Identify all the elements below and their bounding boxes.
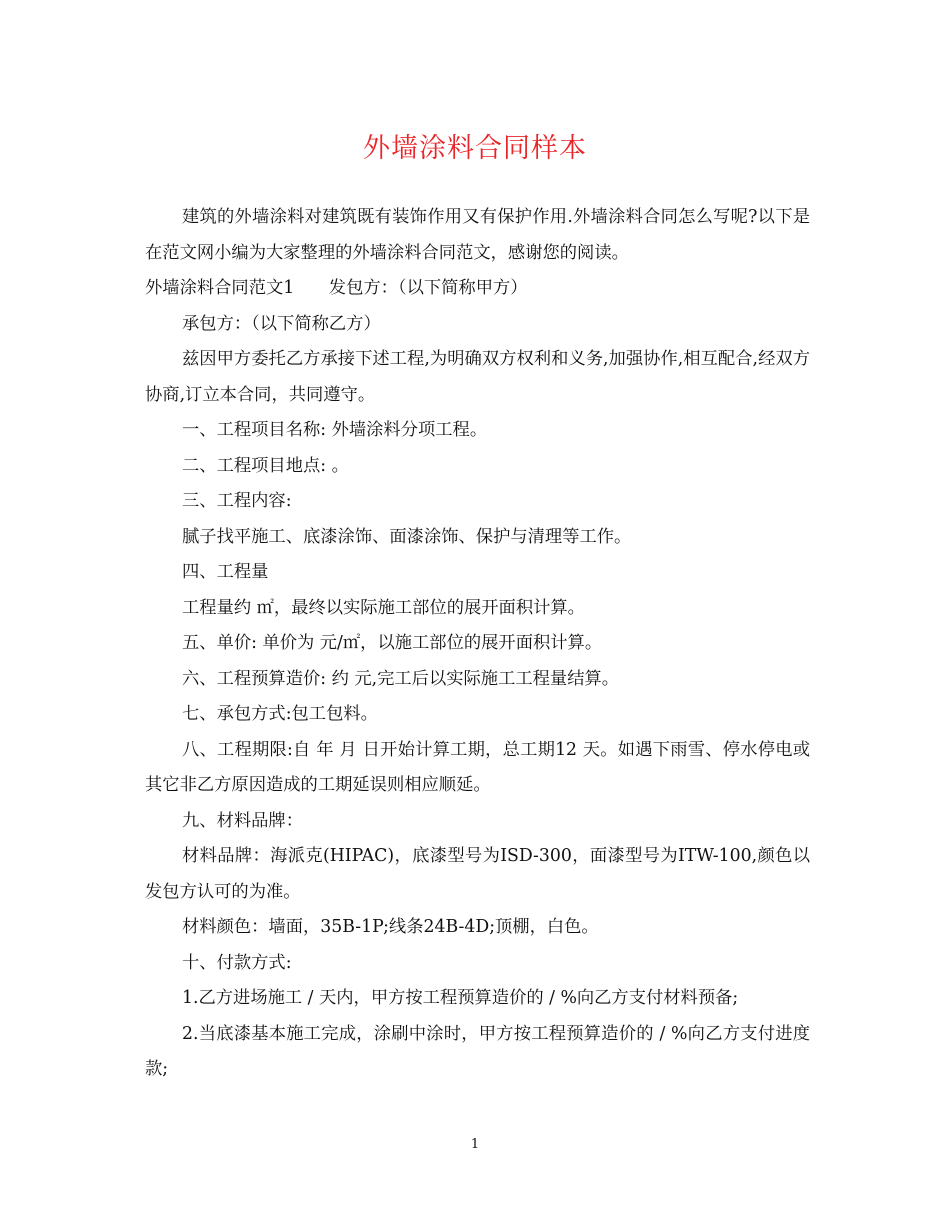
page-title: 外墙涂料合同样本 xyxy=(363,133,587,164)
paragraph-contract-method: 七、承包方式:包工包料。 xyxy=(182,704,378,724)
paragraph-project-content: 腻子找平施工、底漆涂饰、面漆涂饰、保护与清理等工作。 xyxy=(182,526,632,547)
paragraph-payment-2: 2.当底漆基本施工完成，涂刷中涂时，甲方按工程预算造价的 / %向乙方支付进度款; xyxy=(145,1023,810,1079)
paragraph-budget: 六、工程预算造价: 约 元,完工后以实际施工工程量结算。 xyxy=(182,668,620,689)
paragraph-material-brand: 材料品牌：海派克(HIPAC)，底漆型号为ISD-300，面漆型号为ITW-100,颜色以发包方认可的为准。 xyxy=(145,846,810,902)
paragraph-project-content-heading: 三、工程内容: xyxy=(182,491,292,511)
paragraph-material-brand-heading: 九、材料品牌： xyxy=(182,810,303,831)
paragraph-contractor: 承包方：（以下简称乙方） xyxy=(182,313,381,334)
paragraph-material-color: 材料颜色：墙面，35B-1P;线条24B-4D;顶棚，白色。 xyxy=(182,917,599,937)
paragraph-contract-heading: 外墙涂料合同范文1 发包方：（以下简称甲方） xyxy=(145,278,528,298)
paragraph-project-name: 一、工程项目名称: 外墙涂料分项工程。 xyxy=(182,420,488,440)
paragraph-payment-heading: 十、付款方式: xyxy=(182,952,292,973)
paragraph-quantity: 工程量约 ㎡，最终以实际施工部位的展开面积计算。 xyxy=(182,597,585,618)
paragraph-unit-price: 五、单价: 单价为 元/㎡，以施工部位的展开面积计算。 xyxy=(182,633,603,653)
paragraph-preamble: 兹因甲方委托乙方承接下述工程,为明确双方权利和义务,加强协作,相互配合,经双方协商,订立本合同，共同遵守。 xyxy=(145,349,810,405)
paragraph-project-location: 二、工程项目地点: 。 xyxy=(182,455,349,476)
paragraph-duration: 八、工程期限:自 年 月 日开始计算工期，总工期12 天。如遇下雨雪、停水停电或其它非乙方原因造成的工期延误则相应顺延。 xyxy=(145,739,810,795)
document-body xyxy=(145,200,810,1088)
paragraph-payment-1: 1.乙方进场施工 / 天内，甲方按工程预算造价的 / %向乙方支付材料预备; xyxy=(182,988,739,1008)
paragraph-intro: 建筑的外墙涂料对建筑既有装饰作用又有保护作用.外墙涂料合同怎么写呢?以下是在范文网小编为大家整理的外墙涂料合同范文，感谢您的阅读。 xyxy=(145,207,810,263)
page-number: 1 xyxy=(470,1137,480,1152)
paragraph-quantity-heading: 四、工程量 xyxy=(182,562,269,582)
